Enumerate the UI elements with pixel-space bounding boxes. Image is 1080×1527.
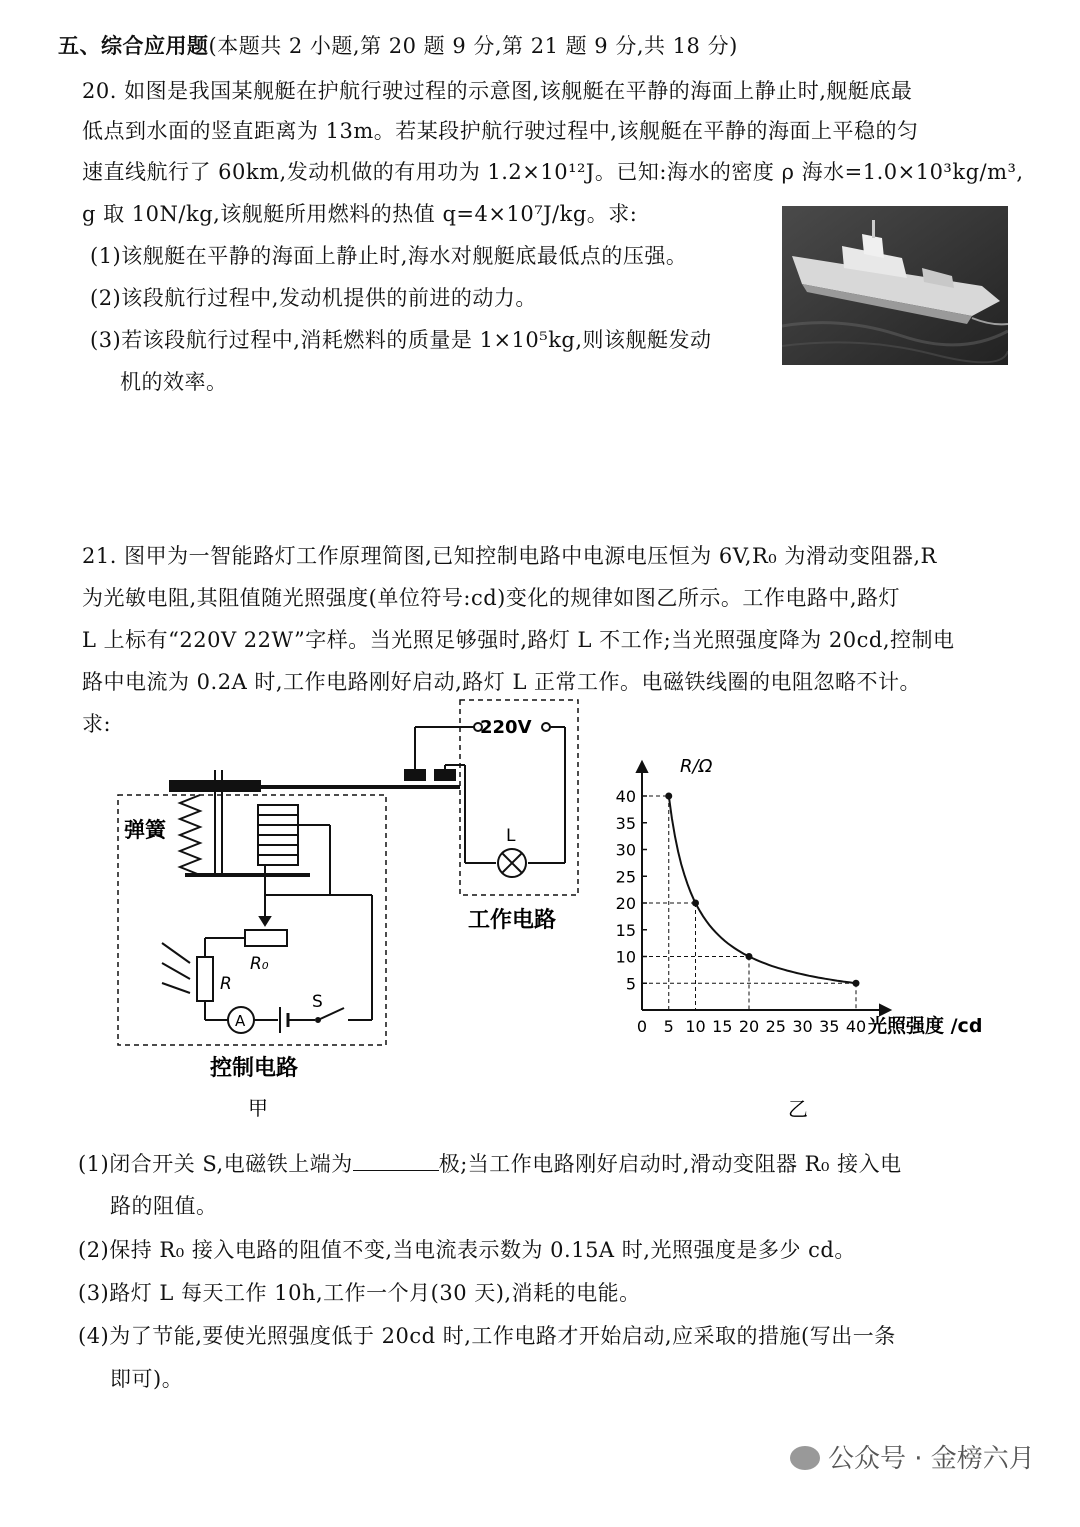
q21-line-1: 21. 图甲为一智能路灯工作原理简图,已知控制电路中电源电压恒为 6V,R₀ 为滑动变阻器,R bbox=[82, 544, 937, 568]
q21-item-1 bbox=[78, 1148, 902, 1178]
watermark bbox=[790, 1438, 1035, 1475]
chart-data-point bbox=[665, 793, 672, 800]
q21-item-1-cont: 路的阻值。 bbox=[110, 1194, 218, 1218]
q21-line-2: 为光敏电阻,其阻值随光照强度(单位符号:cd)变化的规律如图乙所示。工作电路中,路灯 bbox=[82, 586, 901, 610]
resistance-light-chart bbox=[610, 750, 1030, 1120]
control-circuit-label: 控制电路 bbox=[210, 1056, 299, 1081]
chart-y-tick-label: 30 bbox=[615, 840, 636, 860]
section-note: (本题共 2 小题,第 20 题 9 分,第 21 题 9 分,共 18 分) bbox=[208, 34, 738, 58]
q20-line-2: 低点到水面的竖直距离为 13m。若某段护航行驶过程中,该舰艇在平静的海面上平稳的匀 bbox=[82, 119, 919, 143]
chart-y-axis-label: R/Ω bbox=[680, 756, 713, 777]
q21-line-4: 路中电流为 0.2A 时,工作电路刚好启动,路灯 L 正常工作。电磁铁线圈的电阻忽略不计。 bbox=[82, 670, 922, 694]
circuit-diagram bbox=[100, 695, 600, 1125]
q21-item-3: (3)路灯 L 每天工作 10h,工作一个月(30 天),消耗的电能。 bbox=[78, 1281, 641, 1305]
q21-line-3: L 上标有“220V 22W”字样。当光照足够强时,路灯 L 不工作;当光照强度降为 20cd,控制电 bbox=[82, 628, 955, 652]
q21-line-5: 求: bbox=[82, 712, 112, 736]
q20-item-3-cont: 机的效率。 bbox=[120, 370, 228, 394]
warship-photo bbox=[782, 206, 1008, 365]
chart-x-axis-label: 光照强度 /cd bbox=[868, 1015, 983, 1037]
chart-x-tick-label: 20 bbox=[738, 1017, 760, 1036]
q21-item-2: (2)保持 R₀ 接入电路的阻值不变,当电流表示数为 0.15A 时,光照强度是多少 cd。 bbox=[78, 1238, 856, 1262]
chart-data-point bbox=[692, 900, 699, 907]
q21-item-1-part-b: 极;当工作电路刚好启动时,滑动变阻器 R₀ 接入电 bbox=[438, 1152, 902, 1176]
spring-label: 弹簧 bbox=[124, 818, 166, 842]
r0-label: R₀ bbox=[250, 954, 269, 974]
chart-y-tick-label: 5 bbox=[625, 974, 636, 994]
chart-x-tick-label: 15 bbox=[712, 1017, 733, 1036]
chart-x-arrow bbox=[880, 1005, 890, 1015]
q21-item-1-part-a: (1)闭合开关 S,电磁铁上端为 bbox=[78, 1152, 353, 1176]
chart-data-point bbox=[853, 980, 860, 987]
q21-item-4: (4)为了节能,要使光照强度低于 20cd 时,工作电路才开始启动,应采取的措施(写出一条 bbox=[78, 1324, 896, 1348]
section-heading bbox=[58, 30, 738, 60]
chart-y-arrow bbox=[637, 762, 647, 772]
r-label: R bbox=[220, 974, 232, 994]
q20-item-2: (2)该段航行过程中,发动机提供的前进的动力。 bbox=[90, 286, 537, 310]
chart-y-tick-label: 25 bbox=[615, 867, 636, 887]
figure-jia-caption: 甲 bbox=[248, 1096, 268, 1120]
chart-x-tick-label: 40 bbox=[845, 1017, 867, 1036]
chart-x-tick-label: 10 bbox=[685, 1017, 706, 1036]
watermark-text: 公众号 · 金榜六月 bbox=[828, 1444, 1035, 1474]
wechat-icon bbox=[790, 1446, 820, 1470]
q21-item-4-cont: 即可)。 bbox=[110, 1367, 184, 1391]
ammeter-label: A bbox=[235, 1012, 246, 1030]
chart-y-tick-label: 40 bbox=[615, 787, 636, 806]
chart-data-point bbox=[746, 953, 753, 960]
figure-yi-caption: 乙 bbox=[788, 1097, 808, 1120]
chart-y-tick-label: 20 bbox=[615, 894, 636, 913]
voltage-label: 220V bbox=[480, 717, 532, 738]
q20-item-3: (3)若该段航行过程中,消耗燃料的质量是 1×10⁵kg,则该舰艇发动 bbox=[90, 328, 712, 352]
chart-x-tick-label: 30 bbox=[792, 1017, 813, 1036]
lamp-label: L bbox=[506, 826, 516, 846]
work-circuit-label: 工作电路 bbox=[468, 908, 557, 933]
q20-line-4: g 取 10N/kg,该舰艇所用燃料的热值 q=4×10⁷J/kg。求: bbox=[82, 202, 638, 226]
chart-x-tick-label: 35 bbox=[819, 1017, 840, 1036]
chart-y-tick-label: 10 bbox=[615, 947, 636, 967]
answer-blank[interactable] bbox=[353, 1152, 439, 1171]
chart-x-tick-label: 5 bbox=[663, 1017, 674, 1036]
q20-item-1: (1)该舰艇在平静的海面上静止时,海水对舰艇底最低点的压强。 bbox=[90, 244, 688, 268]
section-title: 五、综合应用题 bbox=[58, 34, 209, 58]
chart-x-tick-label: 25 bbox=[765, 1017, 786, 1036]
q20-line-3: 速直线航行了 60km,发动机做的有用功为 1.2×10¹²J。已知:海水的密度 ρ 海水=1.0×10³kg/m³, bbox=[82, 160, 1024, 184]
chart-series-curve bbox=[669, 796, 856, 983]
chart-y-tick-label: 15 bbox=[615, 920, 636, 940]
chart-x-tick-label: 0 bbox=[636, 1017, 648, 1036]
switch-label: S bbox=[312, 992, 323, 1012]
chart-y-tick-label: 35 bbox=[615, 813, 636, 833]
q20-line-1: 20. 如图是我国某舰艇在护航行驶过程的示意图,该舰艇在平静的海面上静止时,舰艇底最 bbox=[82, 79, 913, 103]
